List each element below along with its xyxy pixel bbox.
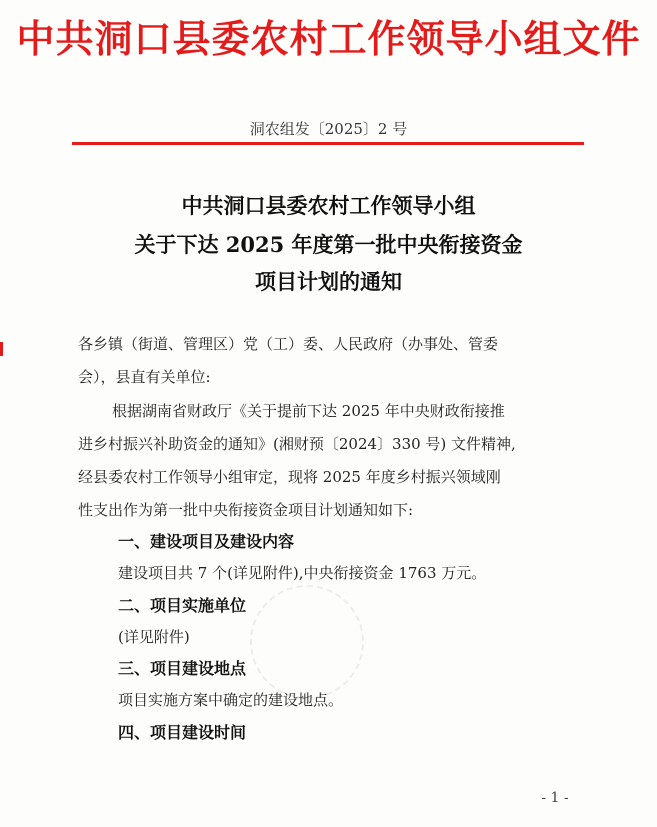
document-number: 洞农组发〔2025〕2 号 [249, 120, 408, 138]
addressee-line-2: 会），县直有关单位: [78, 368, 211, 386]
section-heading-1: 一、建设项目及建设内容 [118, 532, 295, 551]
red-divider-line [72, 142, 584, 145]
edge-mark [0, 342, 3, 356]
paragraph-line-1: 根据湖南省财政厅《关于提前下达 2025 年中央财政衔接推 [112, 402, 505, 420]
paragraph-line-2: 进乡村振兴补助资金的通知》(湘财预〔2024〕330 号) 文件精神, [78, 435, 516, 453]
section-heading-4: 四、项目建设时间 [118, 723, 247, 742]
section-text-1: 建设项目共 7 个(详见附件),中央衔接资金 1763 万元。 [118, 564, 487, 582]
page-number: - 1 - [541, 790, 569, 806]
addressee-line-1: 各乡镇（街道、管理区）党（工）委、人民政府（办事处、管委 [78, 335, 499, 353]
section-text-2: (详见附件) [118, 628, 190, 646]
section-text-3: 项目实施方案中确定的建设地点。 [118, 691, 344, 709]
section-heading-2: 二、项目实施单位 [118, 596, 247, 615]
notice-title-line-1: 中共洞口县委农村工作领导小组 [181, 193, 476, 218]
notice-title-line-3: 项目计划的通知 [255, 269, 402, 294]
paragraph-line-4: 性支出作为第一批中央衔接资金项目计划通知如下: [78, 501, 414, 519]
section-heading-3: 三、项目建设地点 [118, 659, 247, 678]
paragraph-line-3: 经县委农村工作领导小组审定，现将 2025 年度乡村振兴领域刚 [78, 468, 501, 486]
notice-title-line-2: 关于下达 2025 年度第一批中央衔接资金 [134, 232, 523, 257]
header-title: 中共洞口县委农村工作领导小组文件 [16, 16, 641, 61]
